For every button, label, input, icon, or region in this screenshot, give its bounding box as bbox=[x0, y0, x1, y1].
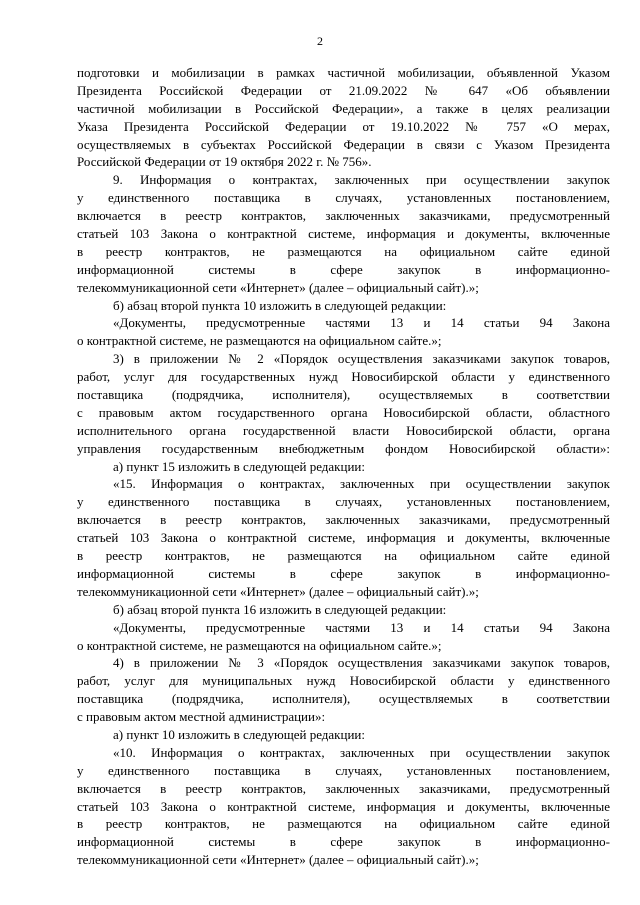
text-line: поставщика (подрядчика, исполнителя), осуществляемых в соответствии bbox=[77, 691, 610, 707]
document-body bbox=[77, 64, 610, 869]
text-line: включается в реестр контрактов, заключенных заказчиками, предусмотренный bbox=[77, 512, 610, 528]
text-line: телекоммуникационной сети «Интернет» (далее – официальный сайт).»; bbox=[77, 583, 479, 599]
text-line: о контрактной системе, не размещаются на официальном сайте.»; bbox=[77, 637, 442, 653]
text-line: а) пункт 10 изложить в следующей редакции: bbox=[113, 726, 365, 742]
text-line: в реестр контрактов, не размещаются на официальном сайте единой bbox=[77, 243, 610, 259]
text-line: телекоммуникационной сети «Интернет» (далее – официальный сайт).»; bbox=[77, 852, 479, 868]
text-line: у единственного поставщика в случаях, установленных постановлением, bbox=[77, 190, 610, 206]
text-line: исполнительного органа государственной власти Новосибирской области, органа bbox=[77, 422, 610, 438]
text-line: а) пункт 15 изложить в следующей редакции: bbox=[113, 458, 365, 474]
text-line: статьей 103 Закона о контрактной системе, информация и документы, включенные bbox=[77, 798, 610, 814]
text-line: о контрактной системе, не размещаются на официальном сайте.»; bbox=[77, 333, 442, 349]
text-line: подготовки и мобилизации в рамках частичной мобилизации, объявленной Указом bbox=[77, 65, 610, 80]
text-line: частичной мобилизации в Российской Федерации», а также в целях реализации bbox=[77, 100, 610, 116]
text-line: статьей 103 Закона о контрактной системе, информация и документы, включенные bbox=[77, 530, 610, 546]
text-line: «Документы, предусмотренные частями 13 и 14 статьи 94 Закона bbox=[113, 315, 610, 331]
text-line: работ, услуг для муниципальных нужд Новосибирской области у единственного bbox=[77, 673, 610, 689]
text-line: с правовым актом местной администрации»: bbox=[77, 709, 326, 725]
text-line: информационной системы в сфере закупок в информационно- bbox=[77, 565, 610, 581]
text-line: у единственного поставщика в случаях, установленных постановлением, bbox=[77, 494, 610, 510]
text-line: «15. Информация о контрактах, заключенных при осуществлении закупок bbox=[113, 476, 610, 492]
text-line: б) абзац второй пункта 16 изложить в следующей редакции: bbox=[113, 601, 447, 617]
text-line: статьей 103 Закона о контрактной системе, информация и документы, включенные bbox=[77, 226, 610, 242]
text-line: «10. Информация о контрактах, заключенных при осуществлении закупок bbox=[113, 744, 610, 760]
text-line: у единственного поставщика в случаях, установленных постановлением, bbox=[77, 762, 610, 778]
text-line: с правовым актом государственного органа Новосибирской области, областного bbox=[77, 404, 610, 420]
text-line: включается в реестр контрактов, заключенных заказчиками, предусмотренный bbox=[77, 208, 610, 224]
text-line: поставщика (подрядчика, исполнителя), осуществляемых в соответствии bbox=[77, 387, 610, 403]
text-line: информационной системы в сфере закупок в информационно- bbox=[77, 261, 610, 277]
text-line: Указа Президента Российской Федерации от 19.10.2022 № 757 «О мерах, bbox=[77, 118, 610, 134]
text-line: 9. Информация о контрактах, заключенных при осуществлении закупок bbox=[113, 172, 610, 188]
text-line: б) абзац второй пункта 10 изложить в следующей редакции: bbox=[113, 297, 447, 313]
text-line: Президента Российской Федерации от 21.09.2022 № 647 «Об объявлении bbox=[77, 82, 610, 98]
text-line: Российской Федерации от 19 октября 2022 г. № 756». bbox=[77, 154, 372, 170]
text-line: 4) в приложении № 3 «Порядок осуществления заказчиками закупок товаров, bbox=[113, 655, 610, 671]
text-line: информационной системы в сфере закупок в информационно- bbox=[77, 834, 610, 850]
page-number: 2 bbox=[317, 34, 323, 48]
text-line: осуществляемых в субъектах Российской Федерации в связи с Указом Президента bbox=[77, 136, 610, 152]
text-line: 3) в приложении № 2 «Порядок осуществления заказчиками закупок товаров, bbox=[113, 351, 610, 367]
text-line: в реестр контрактов, не размещаются на официальном сайте единой bbox=[77, 548, 610, 564]
text-line: работ, услуг для государственных нужд Новосибирской области у единственного bbox=[77, 369, 610, 385]
text-line: управления государственным внебюджетным фондом Новосибирской области»: bbox=[77, 440, 610, 456]
text-line: «Документы, предусмотренные частями 13 и 14 статьи 94 Закона bbox=[113, 619, 610, 635]
text-line: телекоммуникационной сети «Интернет» (далее – официальный сайт).»; bbox=[77, 279, 479, 295]
text-line: включается в реестр контрактов, заключенных заказчиками, предусмотренный bbox=[77, 780, 610, 796]
text-line: в реестр контрактов, не размещаются на официальном сайте единой bbox=[77, 816, 610, 832]
